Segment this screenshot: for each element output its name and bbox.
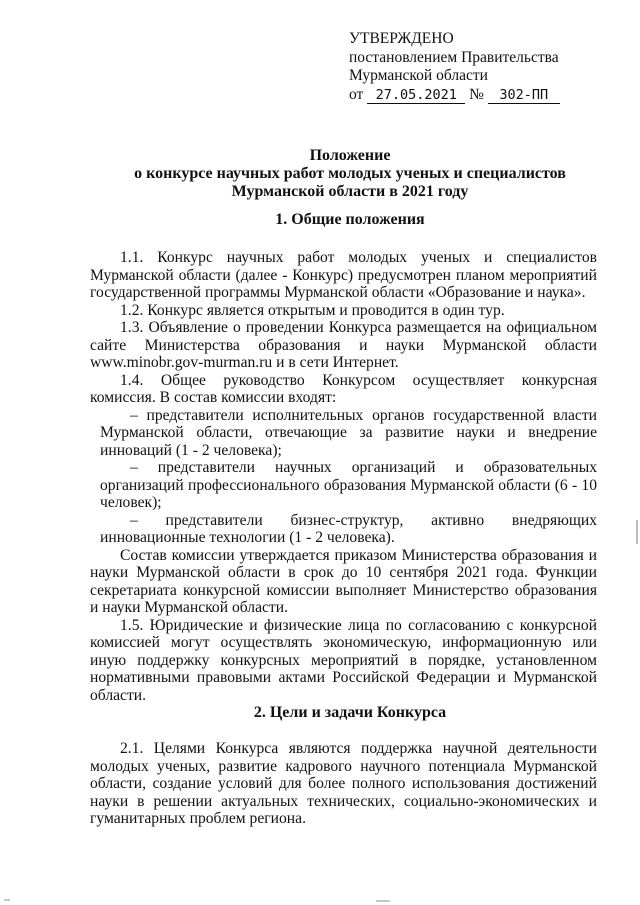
scan-corner-mark — [4, 899, 10, 901]
approval-line-3: Мурманской области — [349, 67, 488, 84]
list-item: – представители исполнительных органов государственной власти Мурманской области, отвечающие за развитие науки и внедрение инноваций (1 - 2 человека); — [100, 406, 597, 459]
section-2-body — [90, 740, 597, 828]
list-item: – представители бизнес-структур, активно внедряющих инновационные технологии (1 - 2 человека). — [100, 511, 597, 546]
section-2-heading: 2. Цели и задачи Конкурса — [253, 704, 447, 721]
approval-date-line — [349, 86, 589, 105]
approval-date: 27.05.2021 — [367, 88, 465, 104]
approval-stamp — [349, 30, 589, 104]
section-1-body — [90, 249, 597, 704]
paragraph-commission: Состав комиссии утверждается приказом Министерства образования и науки Мурманской области в срок до 10 сентября 2021 года. Функции секретариата конкурсной комиссии выполняет Министерство образования и науки Мурманской области. — [90, 546, 597, 616]
page-number-mark — [376, 900, 390, 902]
paragraph-1-3: 1.3. Объявление о проведении Конкурса размещается на официальном сайте Министерства образования и науки Мурманской области www.minobr.gov-murman.ru и в сети Интернет. — [90, 319, 597, 371]
date-prefix: от — [349, 85, 364, 103]
title-line-3: Мурманской области в 2021 году — [231, 183, 469, 200]
approval-line-2: постановлением Правительства — [349, 48, 559, 66]
section-1-heading: 1. Общие положения — [275, 211, 425, 228]
paragraph-2-1: 2.1. Целями Конкурса являются поддержка научной деятельности молодых ученых, развитие кадрового научного потенциала Мурманской области, создание условий для более полного использования достижений науки в решении актуальных технических, социально-экономических и гуманитарных проблем региона. — [90, 740, 597, 827]
approval-number: 302-ПП — [488, 88, 560, 104]
document-title — [60, 147, 640, 201]
paragraph-1-4: 1.4. Общее руководство Конкурсом осуществляет конкурсная комиссия. В состав комиссии входят: — [90, 371, 597, 406]
number-prefix: № — [469, 85, 484, 103]
paragraph-1-5: 1.5. Юридические и физические лица по согласованию с конкурсной комиссией могут осуществлять экономическую, информационную или иную поддержку конкурсных мероприятий в порядке, установленном нормативными правовыми актами Российской Федерации и Мурманской области. — [90, 616, 597, 704]
title-line-1: Положение — [309, 147, 391, 164]
list-item: – представители научных организаций и образовательных организаций профессионального образования Мурманской области (6 - 10 человек); — [100, 459, 597, 511]
approval-title: УТВЕРЖДЕНО — [349, 30, 454, 47]
scan-edge-mark — [636, 520, 638, 544]
paragraph-1-2: 1.2. Конкурс является открытым и проводится в один тур. — [120, 301, 505, 319]
title-line-2: о конкурсе научных работ молодых ученых и специалистов — [134, 165, 566, 182]
paragraph-1-1: 1.1. Конкурс научных работ молодых ученых и специалистов Мурманской области (далее - Конкурс) предусмотрен планом мероприятий государственной программы Мурманской области «Образование и наука». — [90, 249, 597, 301]
